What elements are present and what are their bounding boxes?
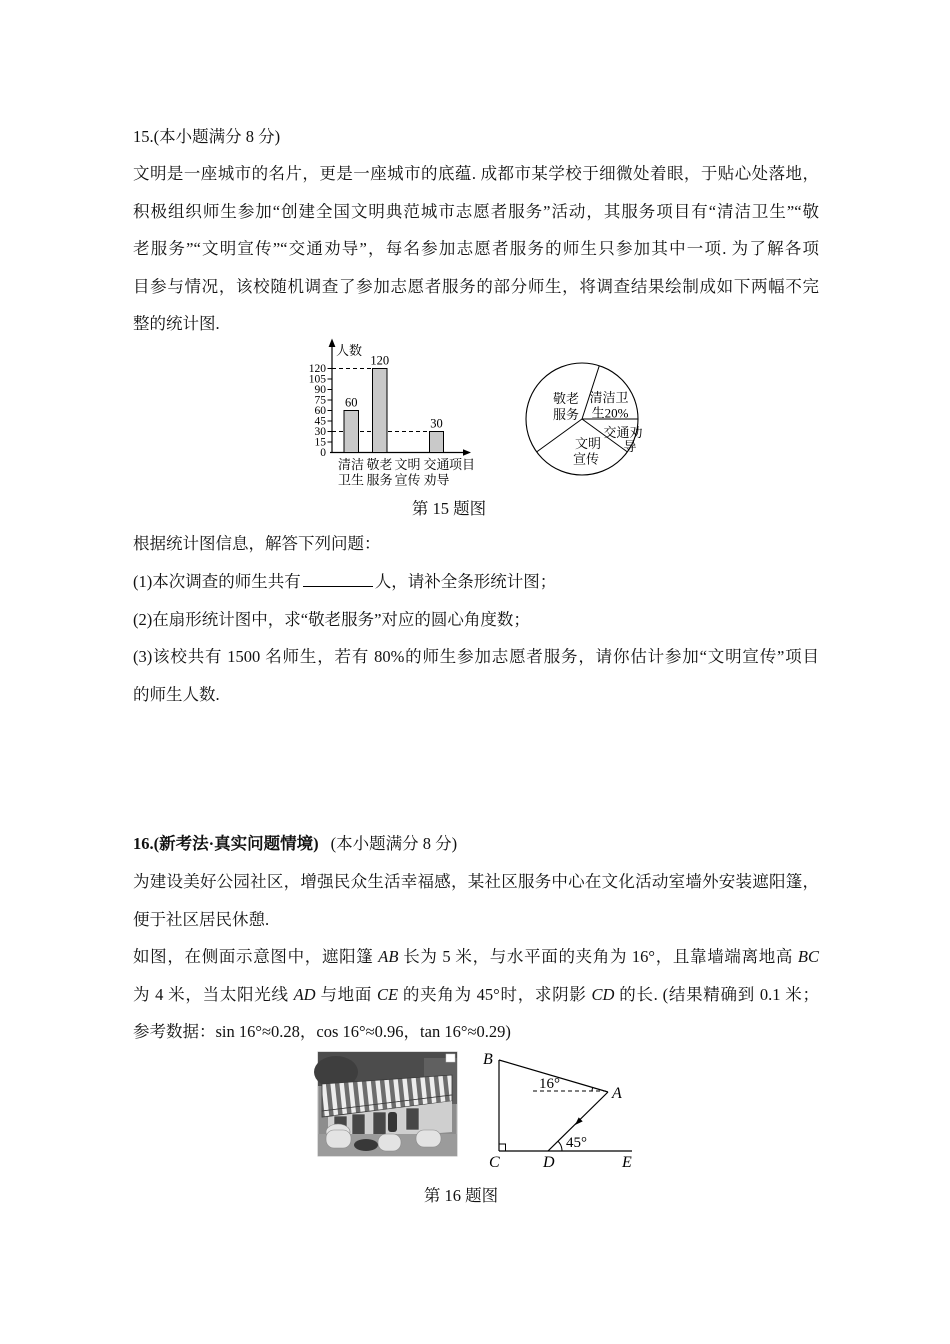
q15-intro: 根据统计图信息，解答下列问题： [133,534,381,553]
q15-item-1 [133,571,819,592]
math-var-AB: AB [378,947,399,966]
q16-body-line-1 [133,946,819,967]
math-var-BC: BC [797,947,819,966]
svg-text:60: 60 [344,395,358,410]
svg-text:15: 15 [314,436,326,449]
point-label-C: C [489,1154,500,1171]
svg-text:宣传: 宣传 [394,472,421,488]
q15-item-3-line-1: (3)该校共有 1500 名师生，若有 80%的师生参加志愿者服务，请你估计参加“文明宣传”项目 [133,647,819,666]
svg-text:交通: 交通 [423,457,450,472]
text-segment: 如图，在侧面示意图中，遮阳篷 [133,947,379,966]
svg-text:清洁卫: 清洁卫 [589,390,629,405]
svg-text:交通劝: 交通劝 [603,425,643,440]
q15-para-line-4: 目参与情况，该校随机调查了参加志愿者服务的部分师生，将调查结果绘制成如下两幅不完 [133,276,819,296]
awning-photo [318,1052,457,1156]
q15-item1-suffix: 人，请补全条形统计图； [374,572,557,591]
svg-text:60: 60 [314,405,326,417]
svg-text:服务: 服务 [552,407,580,422]
svg-text:105: 105 [308,373,326,386]
angle-label-45: 45° [566,1135,587,1151]
svg-text:45: 45 [314,415,326,428]
y-tick-labels [309,363,327,459]
q15-item1-prefix: (1)本次调查的师生共有 [133,572,301,591]
q16-para-line-1: 为建设美好公园社区，增强民众生活幸福感，某社区服务中心在文化活动室墙外安装遮阳篷， [133,872,819,891]
right-angle-mark-C [499,1144,506,1151]
bar-chart-y-label: 人数 [336,343,363,358]
q15-para-line-5: 整的统计图. [133,314,220,333]
q16-header [133,833,819,854]
q16-figure-caption [133,1185,819,1206]
svg-text:卫生: 卫生 [337,472,365,488]
photo-figure [388,1112,397,1132]
svg-text:120: 120 [370,353,390,368]
svg-text:30: 30 [314,426,326,438]
svg-text:90: 90 [314,384,326,396]
x-category-labels [338,457,475,488]
svg-text:清洁: 清洁 [337,457,365,472]
text-segment: 长为 5 米，与水平面的夹角为 16°，且靠墙端离地高 [398,947,798,966]
bar-chart-x-axis-label: 项目 [448,457,476,472]
bar-value-labels [345,354,443,431]
text-segment: 的夹角为 45°时，求阴影 [398,984,592,1004]
svg-text:生20%: 生20% [591,405,629,421]
svg-text:75: 75 [314,394,326,407]
text-segment: 的长. (结果精确到 0.1 米； [614,984,820,1004]
answer-blank [303,572,373,587]
q15-item-2: (2)在扇形统计图中，求“敬老服务”对应的圆心角度数； [133,609,530,629]
svg-text:服务: 服务 [366,472,393,488]
q15-para-line-1: 文明是一座城市的名片，更是一座城市的底蕴. 成都市某学校于细微处着眼，于贴心处落地， [133,164,819,183]
geometry-diagram [476,1040,656,1176]
pie-chart [520,357,644,481]
q16-header-score: (本小题满分 8 分) [330,834,458,853]
y-axis-arrow-icon [329,339,336,348]
svg-text:30: 30 [430,416,443,431]
q15-item-3-line-2: 的师生人数. [133,684,220,704]
svg-text:宣传: 宣传 [572,451,600,467]
svg-text:文明: 文明 [574,436,602,451]
bar-qingjie [344,411,359,453]
bar-jiaotong [430,432,444,453]
text-segment: 为 4 米，当太阳光线 [133,984,294,1004]
math-var-CD: CD [591,984,615,1004]
svg-text:120: 120 [308,363,326,375]
bar-jinglao [373,369,388,453]
math-var-CE: CE [376,984,399,1004]
svg-text:敬老: 敬老 [366,457,393,472]
q16-caption-text: 第 16 题图 [423,1186,499,1205]
svg-text:文明: 文明 [394,457,421,472]
svg-text:导: 导 [623,439,637,454]
point-label-E: E [622,1154,632,1171]
bar-chart [298,336,484,488]
angle-arc-A [592,1088,593,1092]
angle-arc-D [558,1141,562,1151]
q15-para-line-3: 老服务”“文明宣传”“交通劝导”，每名参加志愿者服务的师生只参加其中一项. 为了解各项 [133,239,819,258]
q15-figure-caption [133,498,819,519]
q16-body-line-3: 参考数据：sin 16°≈0.28，cos 16°≈0.96，tan 16°≈0.29) [133,1022,511,1041]
q15-caption-text: 第 15 题图 [411,499,487,518]
photo-corner-mark [446,1054,455,1062]
y-tick-marks [328,369,333,443]
photo-table [354,1139,378,1151]
text-segment: 与地面 [315,984,377,1004]
q16-header-bold: 16.(新考法·真实问题情境) [133,834,319,853]
svg-text:劝导: 劝导 [423,472,450,488]
svg-text:0: 0 [320,447,326,459]
q15-header: 15.(本小题满分 8 分) [133,127,281,146]
point-label-D: D [543,1154,555,1171]
angle-label-16: 16° [539,1076,560,1092]
q15-para-line-2: 积极组织师生参加“创建全国文明典范城市志愿者服务”活动，其服务项目有“清洁卫生”“敬 [133,201,819,221]
point-label-A: A [612,1085,622,1102]
point-label-B: B [483,1051,493,1068]
q16-body-line-2 [133,984,819,1005]
q16-para-line-2: 便于社区居民休憩. [133,909,270,929]
svg-text:敬老: 敬老 [552,391,580,406]
math-var-AD: AD [293,984,316,1004]
x-axis-arrow-icon [463,449,471,456]
